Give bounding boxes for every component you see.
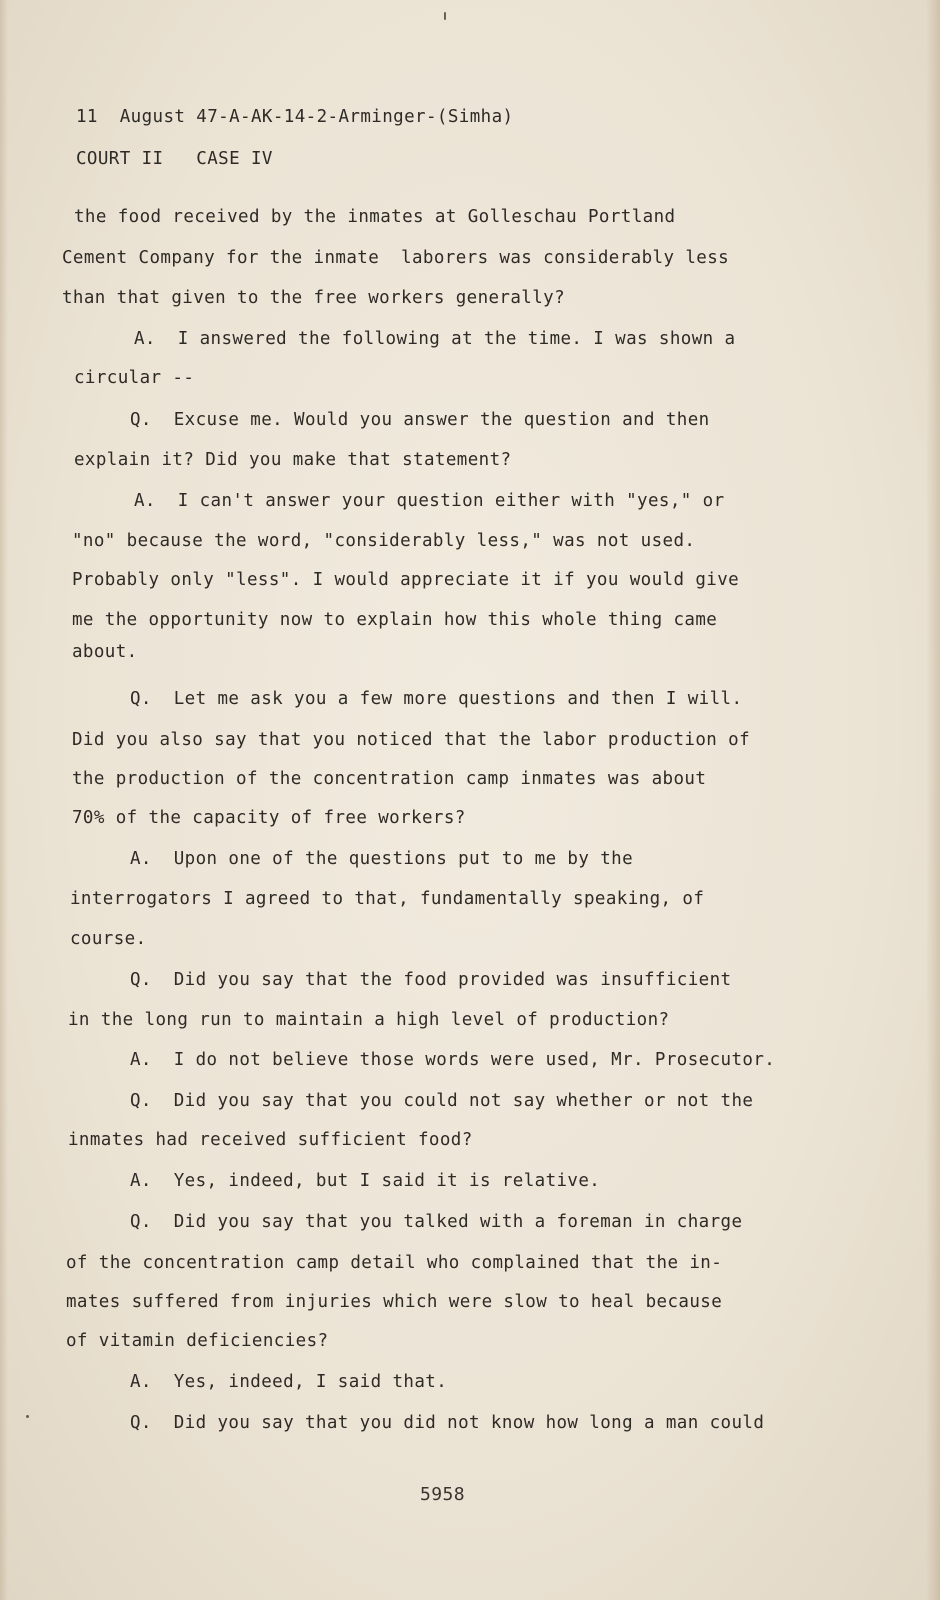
paper-speck <box>444 12 446 20</box>
transcript-line: 70% of the capacity of free workers? <box>72 808 466 828</box>
transcript-line: A. Yes, indeed, I said that. <box>130 1372 448 1392</box>
transcript-line: the production of the concentration camp inmates was about <box>72 769 707 789</box>
transcript-line: interrogators I agreed to that, fundamentally speaking, of <box>70 889 705 909</box>
transcript-line: than that given to the free workers generally? <box>62 288 566 308</box>
transcript-line: course. <box>70 929 147 949</box>
transcript-line: "no" because the word, "considerably less," was not used. <box>72 531 696 551</box>
transcript-line: the food received by the inmates at Golleschau Portland <box>74 207 676 227</box>
transcript-line: Q. Did you say that you talked with a foreman in charge <box>130 1212 743 1232</box>
transcript-line: me the opportunity now to explain how this whole thing came <box>72 610 718 630</box>
transcript-line: Probably only "less". I would appreciate it if you would give <box>72 570 740 590</box>
transcript-line: of the concentration camp detail who complained that the in- <box>66 1253 723 1273</box>
transcript-line: A. Yes, indeed, but I said it is relative. <box>130 1171 601 1191</box>
transcript-line: Q. Let me ask you a few more questions and then I will. <box>130 689 743 709</box>
header-court-case: COURT II CASE IV <box>76 149 273 169</box>
transcript-line: circular -- <box>74 368 195 388</box>
transcript-line: of vitamin deficiencies? <box>66 1331 329 1351</box>
transcript-line: Q. Excuse me. Would you answer the question and then <box>130 410 710 430</box>
transcript-line: inmates had received sufficient food? <box>68 1130 473 1150</box>
transcript-line: Did you also say that you noticed that the labor production of <box>72 730 751 750</box>
transcript-line: A. I do not believe those words were used, Mr. Prosecutor. <box>130 1050 776 1070</box>
transcript-line: A. I can't answer your question either with "yes," or <box>134 491 725 511</box>
paper-edge-right <box>926 0 940 1600</box>
paper-edge-left <box>0 0 8 1600</box>
header-date-reference: 11 August 47-A-AK-14-2-Arminger-(Simha) <box>76 107 514 127</box>
transcript-line: A. I answered the following at the time. I was shown a <box>134 329 736 349</box>
transcript-line: mates suffered from injuries which were slow to heal because <box>66 1292 723 1312</box>
transcript-line: Q. Did you say that the food provided was insufficient <box>130 970 732 990</box>
paper-speck <box>26 1415 29 1418</box>
transcript-line: Q. Did you say that you could not say whether or not the <box>130 1091 754 1111</box>
transcript-line: in the long run to maintain a high level of production? <box>68 1010 670 1030</box>
transcript-line: about. <box>72 642 138 662</box>
transcript-line: A. Upon one of the questions put to me by the <box>130 849 634 869</box>
transcript-line: Q. Did you say that you did not know how long a man could <box>130 1413 765 1433</box>
transcript-line: explain it? Did you make that statement? <box>74 450 512 470</box>
transcript-line: Cement Company for the inmate laborers was considerably less <box>62 248 730 268</box>
page-number: 5958 <box>420 1484 465 1505</box>
